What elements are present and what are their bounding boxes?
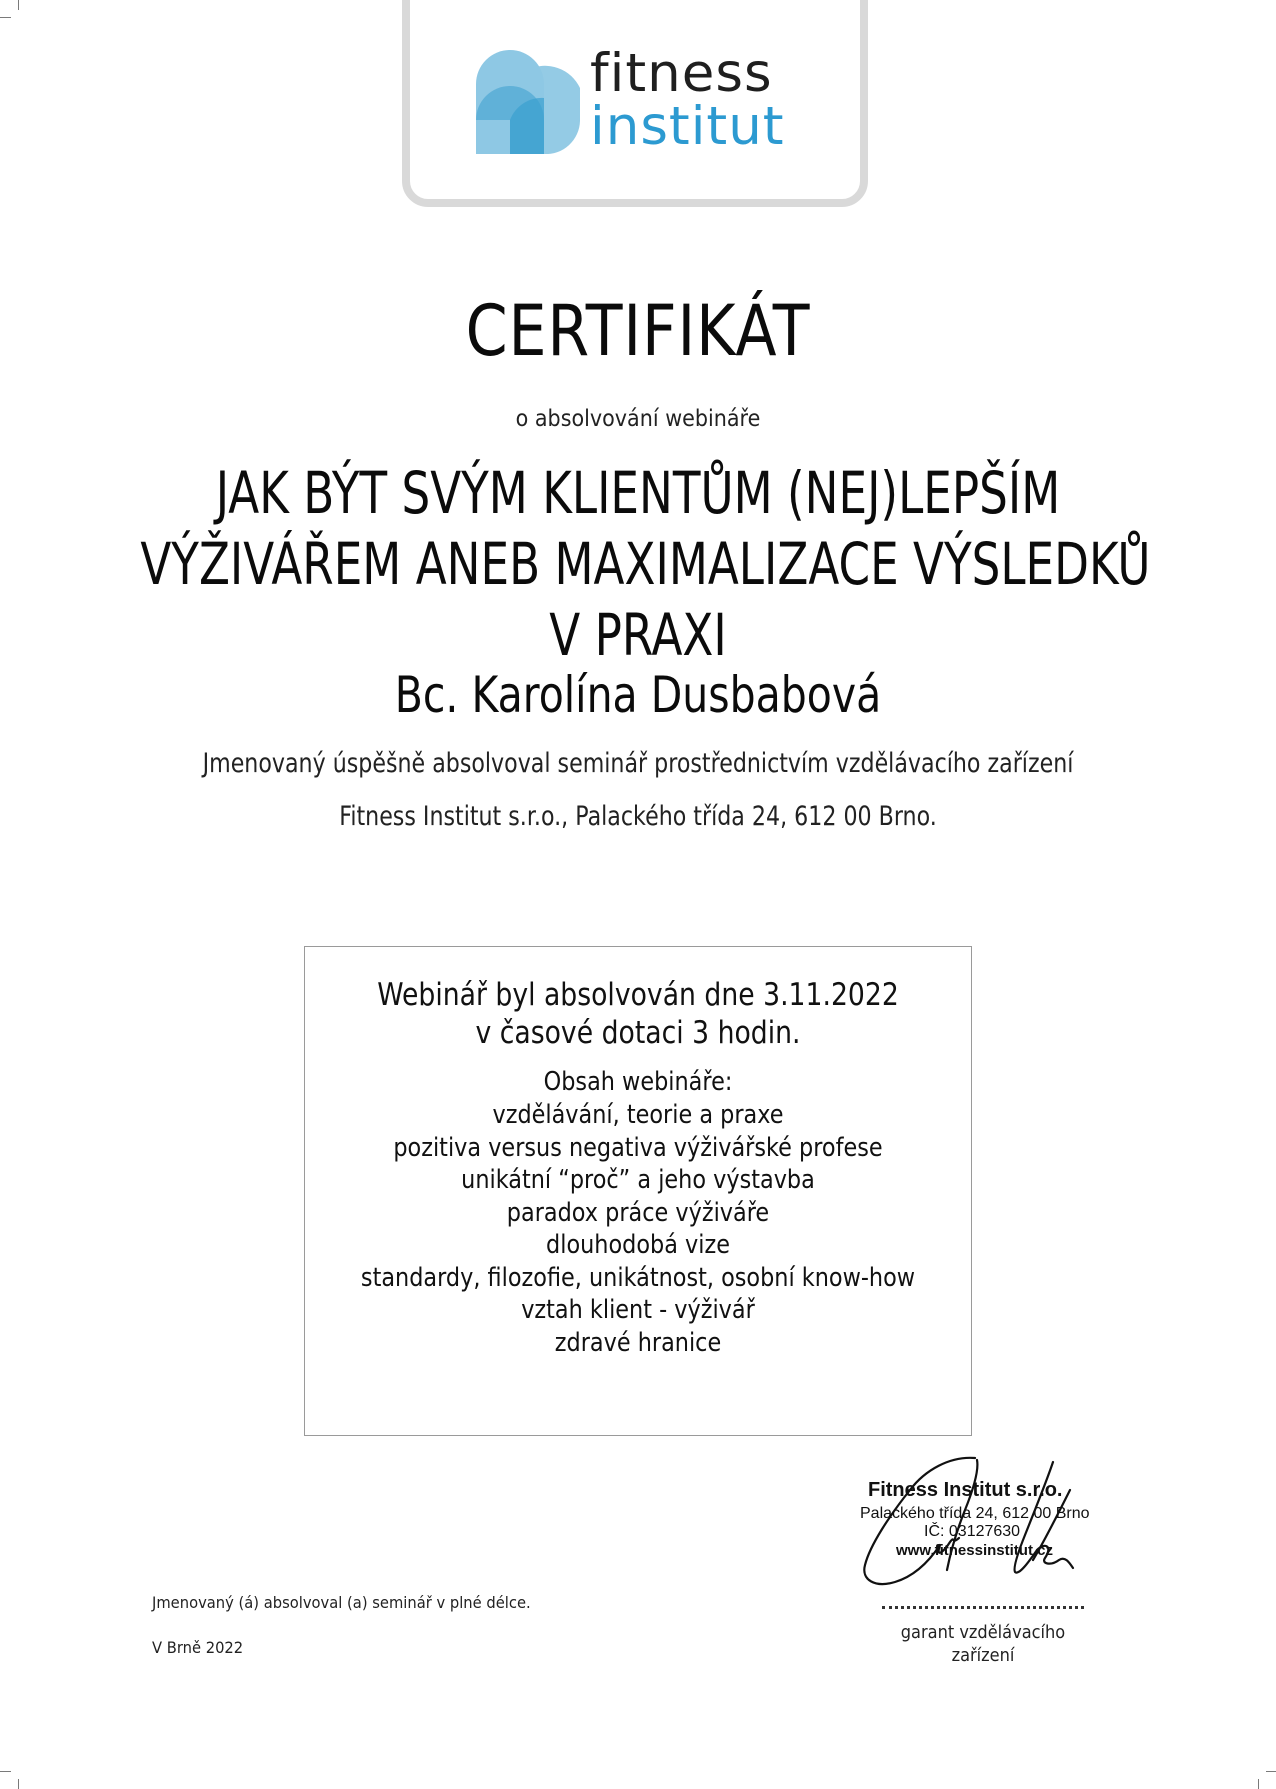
handwritten-signature-icon <box>855 1450 1095 1590</box>
contents-item: vztah klient - výživář <box>521 1295 755 1325</box>
contents-heading: Obsah webináře: <box>543 1067 733 1097</box>
crop-mark-top-left-vertical <box>18 0 19 10</box>
contents-item: zdravé hranice <box>554 1328 722 1358</box>
course-title <box>140 458 1151 671</box>
recipient-name: Bc. Karolína Dusbabová <box>394 666 882 724</box>
place-year: V Brně 2022 <box>152 1638 244 1657</box>
statement-line-2: Fitness Institut s.r.o., Palackého třída 24, 612 00 Brno. <box>339 801 937 832</box>
signature-role-line-2: zařízení <box>951 1645 1015 1666</box>
stamp-web: www.fitnessinstitut.cz <box>896 1542 1053 1559</box>
fitness-institut-logo-mark-icon <box>476 50 580 156</box>
crop-mark-top-left-horizontal <box>0 17 11 18</box>
crop-mark-bottom-right-vertical <box>1258 1779 1259 1789</box>
course-title-line: JAK BÝT SVÝM KLIENTŮM (NEJ)LEPŠÍM <box>215 459 1061 527</box>
contents-item: paradox práce výživáře <box>506 1198 770 1228</box>
contents-item: pozitiva versus negativa výživářské profese <box>393 1133 883 1163</box>
logo-text-institut: institut <box>590 96 785 157</box>
full-length-note: Jmenovaný (á) absolvoval (a) seminář v plné délce. <box>152 1593 531 1612</box>
course-title-line: VÝŽIVÁŘEM ANEB MAXIMALIZACE VÝSLEDKŮ <box>140 530 1151 598</box>
stamp-ico: IČ: 03127630 <box>924 1523 1021 1540</box>
signature-line <box>882 1600 1084 1609</box>
course-title-line: V PRAXI <box>549 601 727 669</box>
crop-mark-bottom-left-vertical <box>18 1779 19 1789</box>
crop-mark-bottom-right-horizontal <box>1266 1771 1276 1772</box>
certificate-subtitle: o absolvování webináře <box>515 406 761 432</box>
logo-text-fitness: fitness <box>590 43 773 104</box>
contents-item: dlouhodobá vize <box>546 1230 730 1260</box>
stamp-address: Palackého třída 24, 612 00 Brno <box>860 1505 1090 1522</box>
contents-item: vzdělávání, teorie a praxe <box>492 1100 784 1130</box>
signature-role-line-1: garant vzdělávacího <box>900 1622 1066 1643</box>
crop-mark-bottom-left-horizontal <box>0 1771 11 1772</box>
contents-item: standardy, filozofie, unikátnost, osobní know-how <box>360 1263 916 1293</box>
completion-date: Webinář byl absolvován dne 3.11.2022 <box>377 977 899 1013</box>
duration: v časové dotaci 3 hodin. <box>475 1015 801 1051</box>
webinar-details-box <box>304 946 972 1436</box>
contents-item: unikátní “proč” a jeho výstavba <box>461 1165 815 1195</box>
statement-line-1: Jmenovaný úspěšně absolvoval seminář prostřednictvím vzdělávacího zařízení <box>202 748 1074 779</box>
certificate-title: CERTIFIKÁT <box>465 290 811 372</box>
stamp-company: Fitness Institut s.r.o. <box>868 1479 1063 1501</box>
